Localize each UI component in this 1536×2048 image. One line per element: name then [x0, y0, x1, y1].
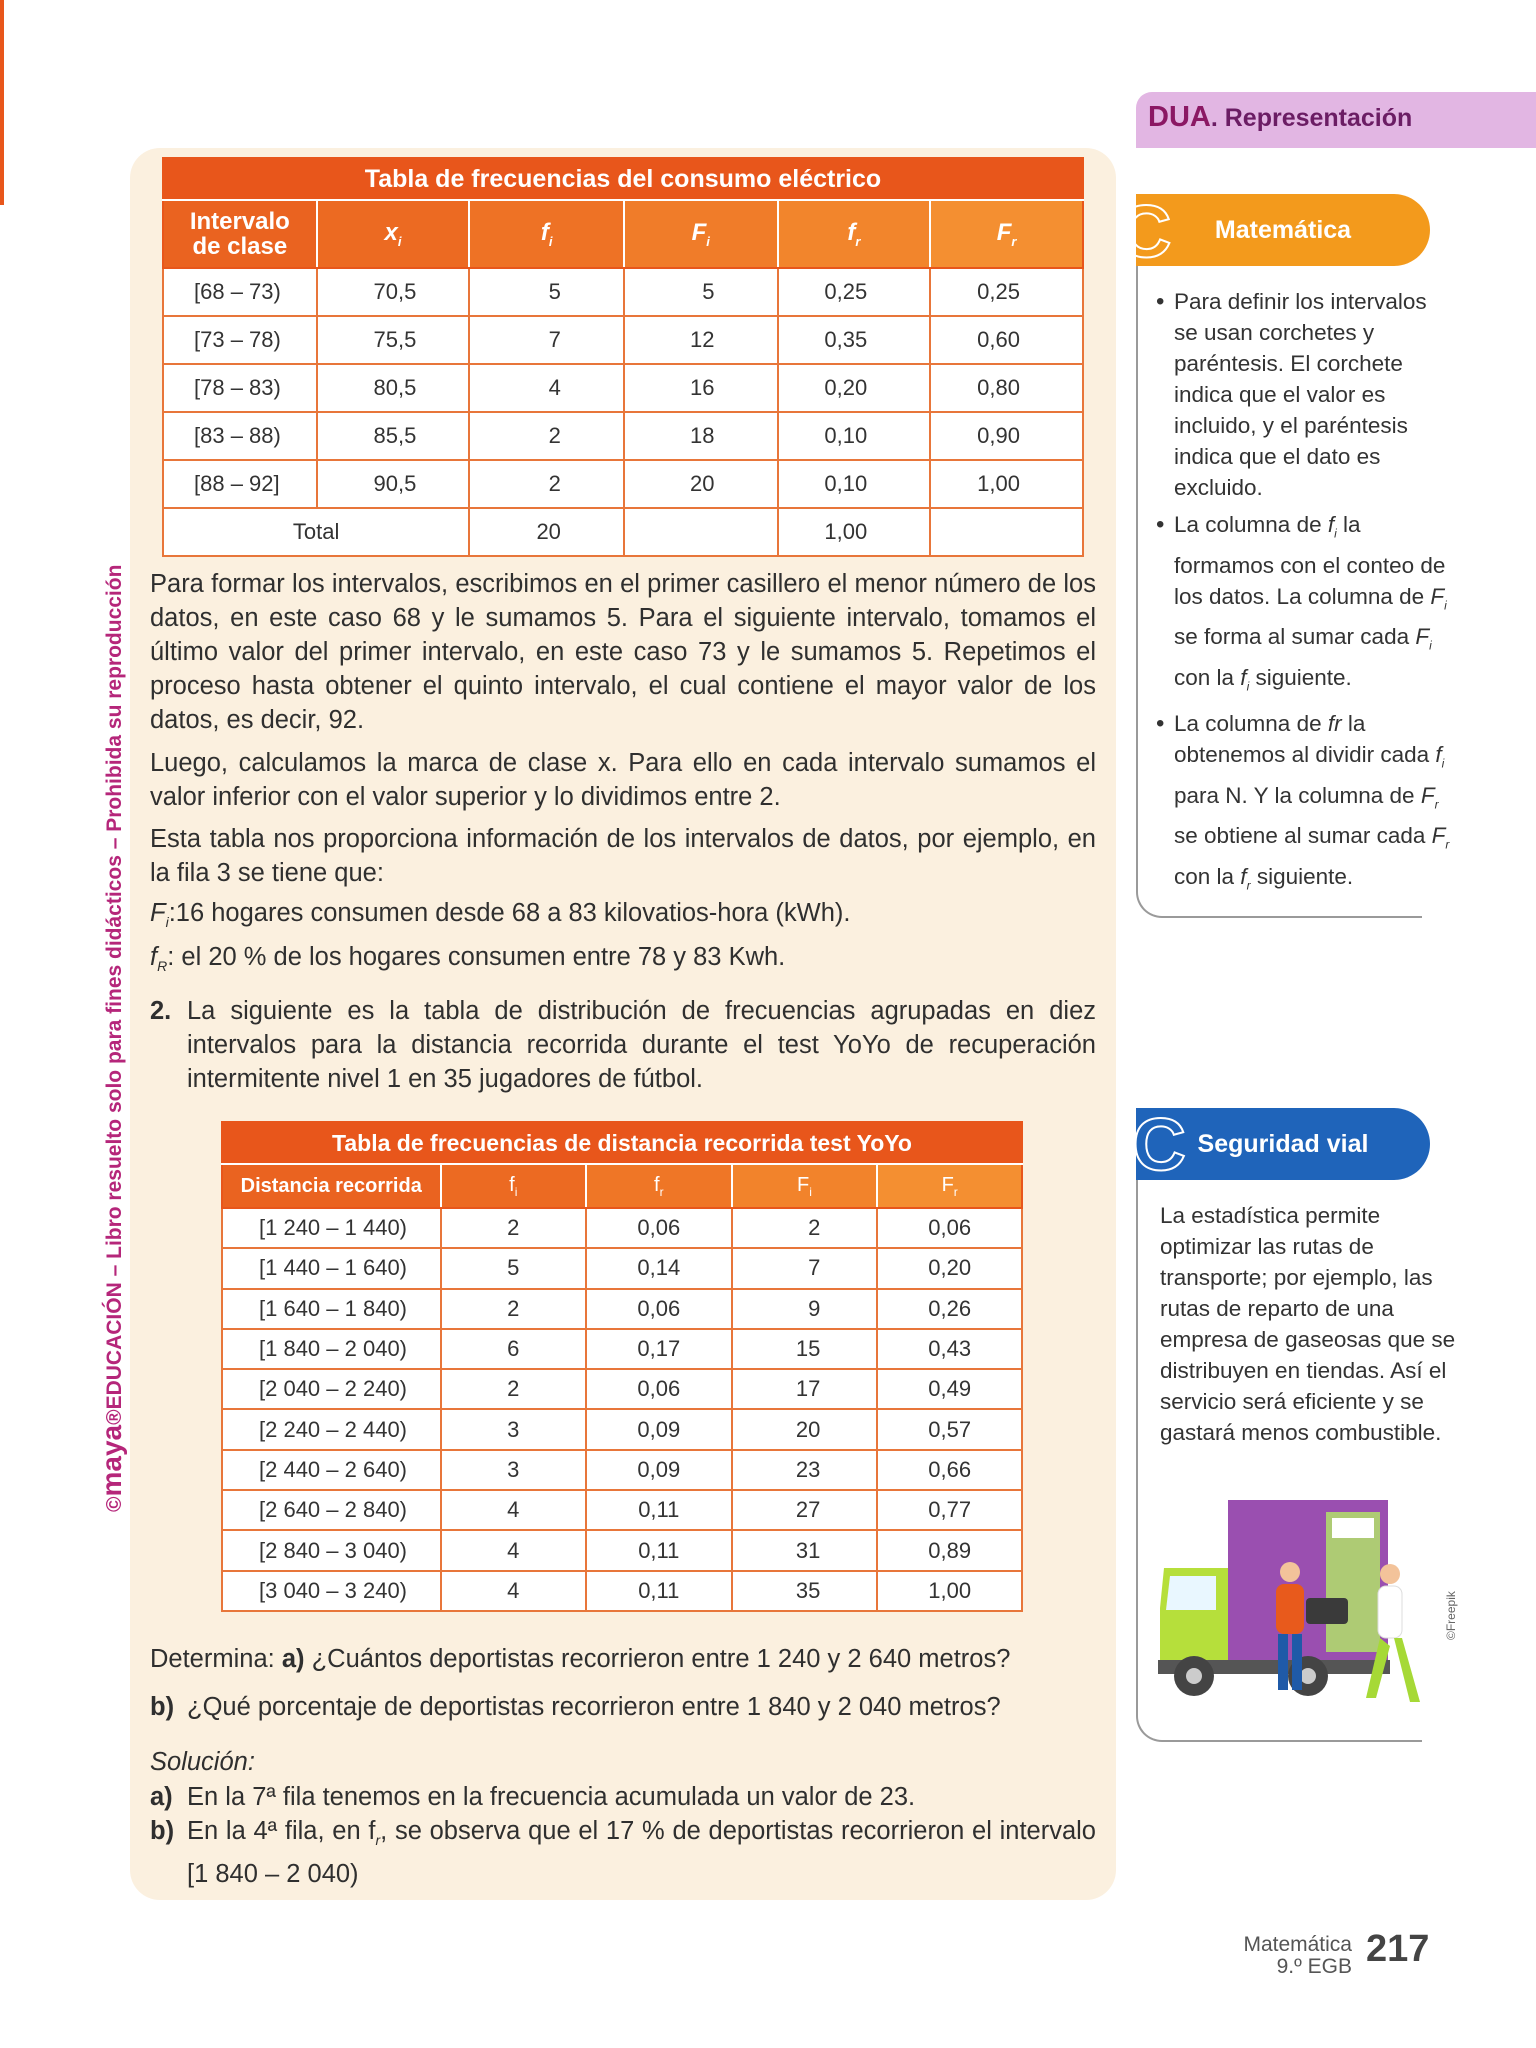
cell-fr: 0,17	[586, 1329, 732, 1369]
cell-fr: 0,20	[778, 364, 931, 412]
exercise-2	[150, 994, 1096, 1096]
math-competence-icon: C	[1118, 190, 1172, 273]
cell-interval: [73 – 78)	[163, 316, 317, 364]
cell-Fr: 0,49	[877, 1369, 1022, 1409]
cell-Fr: 0,60	[930, 316, 1083, 364]
cell-distance: [2 840 – 3 040)	[222, 1530, 441, 1570]
cell-fr: 0,14	[586, 1248, 732, 1288]
worker-head-1	[1280, 1562, 1300, 1582]
cell-interval: [78 – 83)	[163, 364, 317, 412]
cell-Fr: 0,80	[930, 364, 1083, 412]
total-F-empty	[624, 508, 778, 556]
solution-a-text: En la 7ª fila tenemos en la frecuencia acumulada un valor de 23.	[187, 1783, 916, 1811]
table-row	[163, 412, 1083, 460]
road-competence-icon: IC	[1112, 1103, 1186, 1186]
cell-fr: 0,11	[586, 1571, 732, 1611]
cell-F: 20	[624, 460, 778, 508]
cell-distance: [1 640 – 1 840)	[222, 1289, 441, 1329]
cell-f: 4	[441, 1490, 586, 1530]
table-row	[222, 1208, 1022, 1248]
cell-fr: 0,11	[586, 1530, 732, 1570]
table-row	[222, 1490, 1022, 1530]
delivery-truck-illustration	[1158, 1498, 1440, 1708]
cell-f: 2	[469, 412, 624, 460]
cell-F: 35	[732, 1571, 878, 1611]
solution-b-text: En la 4ª fila, en $f_r$, se observa que el 17 % de deportistas recorrieron el intervalo [1 840 – 2 040)	[187, 1817, 1096, 1889]
table-row	[163, 268, 1083, 316]
cell-fr: 0,09	[586, 1450, 732, 1490]
cell-fr: 0,11	[586, 1490, 732, 1530]
truck-window	[1166, 1576, 1216, 1610]
cell-distance: [2 440 – 2 640)	[222, 1450, 441, 1490]
total-label: Total	[163, 508, 469, 556]
cell-Fr: 0,90	[930, 412, 1083, 460]
cell-Fr: 0,25	[930, 268, 1083, 316]
dua-title: DUA. Representación	[1148, 101, 1413, 133]
cell-fr: 0,35	[778, 316, 931, 364]
cell-f: 4	[441, 1530, 586, 1570]
worker-leg-2b	[1394, 1638, 1420, 1702]
worker-body-1	[1276, 1584, 1304, 1634]
page-number: 217	[1366, 1928, 1430, 1970]
footer-subject-name: Matemática	[1243, 1933, 1352, 1956]
cell-distance: [1 440 – 1 640)	[222, 1248, 441, 1288]
cell-F: 2	[732, 1208, 878, 1248]
cell-interval: [83 – 88)	[163, 412, 317, 460]
cell-f: 4	[469, 364, 624, 412]
wheel-hub-rear	[1300, 1668, 1316, 1684]
table1-header-fr: $f_r$	[778, 200, 931, 268]
question-a-text: ¿Cuántos deportistas recorrieron entre 1 240 y 2 640 metros?	[311, 1645, 1011, 1673]
cell-x: 70,5	[317, 268, 470, 316]
cell-Fr: 0,89	[877, 1530, 1022, 1570]
cell-Fr: 1,00	[877, 1571, 1022, 1611]
table-row	[163, 460, 1083, 508]
cell-f: 2	[441, 1369, 586, 1409]
cell-fr: 0,06	[586, 1289, 732, 1329]
total-Fr-empty	[930, 508, 1083, 556]
list-item: • Para definir los intervalos se usan corchetes y paréntesis. El corchete indica que el valor es incluido, y el paréntesis indica que el dato es excluido.	[1156, 286, 1456, 503]
cell-distance: [3 040 – 3 240)	[222, 1571, 441, 1611]
cell-F: 17	[732, 1369, 878, 1409]
cell-f: 2	[469, 460, 624, 508]
cell-fr: 0,10	[778, 460, 931, 508]
table2-header-F: $F_i$	[732, 1164, 878, 1208]
table1-header-interval: Intervalo de clase	[163, 200, 317, 268]
cell-f: 5	[441, 1248, 586, 1288]
cell-f: 3	[441, 1409, 586, 1449]
worker-head-2	[1380, 1564, 1400, 1584]
footer-grade: 9.º EGB	[1276, 1955, 1352, 1978]
worker-body-2	[1378, 1586, 1402, 1638]
registered-symbol: ®	[103, 1409, 126, 1425]
paragraph-class-mark: Luego, calculamos la marca de clase x. Para ello en cada intervalo sumamos el valor inferior con el valor superior y lo dividimos entre 2.	[150, 749, 1096, 811]
paragraph-Fi-example: $F_i:16$ hogares consumen desde 68 a 83 kilovatios-hora (kWh).	[150, 899, 851, 931]
solution-a-label: a)	[150, 1783, 173, 1811]
cell-F: 5	[624, 268, 778, 316]
math-box-title: Matemática	[1214, 215, 1352, 244]
table2-header-distance: Distancia recorrida	[222, 1164, 441, 1208]
cell-distance: [1 840 – 2 040)	[222, 1329, 441, 1369]
table2-caption: Tabla de frecuencias de distancia recorrida test YoYo	[222, 1122, 1022, 1164]
table-row	[222, 1369, 1022, 1409]
list-item: • La columna de $f_i$ la formamos con el conteo de los datos. La columna de $F_i$ se forma al sumar cada $F_i$ con la $f_i$ siguiente.	[1156, 509, 1456, 702]
cell-F: 20	[732, 1409, 878, 1449]
solution-b-label: b)	[150, 1817, 175, 1845]
paragraph-fR-example: $f_R$: el 20 % de los hogares consumen entre 78 y 83 Kwh.	[150, 943, 786, 975]
cell-fr: 0,06	[586, 1369, 732, 1409]
table2-header-fr: $f_r$	[586, 1164, 732, 1208]
credit-text: EDUCACIÓN – Libro resuelto solo para fines didácticos – Prohibida su reproducción	[103, 564, 126, 1410]
solution-b	[150, 1814, 1096, 1891]
cell-fr: 0,06	[586, 1208, 732, 1248]
cell-interval: [88 – 92]	[163, 460, 317, 508]
table-row	[222, 1248, 1022, 1288]
table-row	[222, 1450, 1022, 1490]
list-item: • La columna de fr la obtenemos al dividir cada $f_i$ para N. Y la columna de $F_r$ se obtiene al sumar cada $F_r$ con la $f_r$ siguiente.	[1156, 708, 1456, 901]
brand-name: maya	[96, 1424, 127, 1497]
table2-header-Fr: $F_r$	[877, 1164, 1022, 1208]
cargo-box	[1332, 1518, 1374, 1538]
table1-header-F: $F_i$	[624, 200, 778, 268]
question-a-label: a)	[281, 1645, 305, 1673]
cell-Fr: 0,43	[877, 1329, 1022, 1369]
cell-F: 15	[732, 1329, 878, 1369]
cell-Fr: 0,66	[877, 1450, 1022, 1490]
cell-F: 16	[624, 364, 778, 412]
table1-header-f: $f_i$	[469, 200, 624, 268]
cell-F: 9	[732, 1289, 878, 1329]
cell-interval: [68 – 73)	[163, 268, 317, 316]
solution-title: Solución:	[150, 1748, 255, 1776]
cell-F: 31	[732, 1530, 878, 1570]
cell-Fr: 0,26	[877, 1289, 1022, 1329]
table-row	[222, 1530, 1022, 1570]
dua-header	[1136, 92, 1536, 148]
exercise-number: 2.	[150, 997, 172, 1025]
table-total-row	[163, 508, 1083, 556]
cell-f: 7	[469, 316, 624, 364]
total-fr: 1,00	[778, 508, 931, 556]
cell-distance: [1 240 – 1 440)	[222, 1208, 441, 1248]
paragraph-table-info: Esta tabla nos proporciona información de los intervalos de datos, por ejemplo, en la fila 3 se tiene que:	[150, 825, 1096, 887]
carried-crate	[1306, 1598, 1348, 1624]
cell-Fr: 0,20	[877, 1248, 1022, 1288]
cell-fr: 0,10	[778, 412, 931, 460]
table1-header-x: $x_i$	[317, 200, 470, 268]
cell-distance: [2 640 – 2 840)	[222, 1490, 441, 1530]
table-row	[163, 364, 1083, 412]
question-b-label: b)	[150, 1693, 175, 1721]
cell-Fr: 0,77	[877, 1490, 1022, 1530]
table-row	[222, 1409, 1022, 1449]
copyright-symbol: ©	[103, 1496, 126, 1512]
cell-fr: 0,25	[778, 268, 931, 316]
table-row	[222, 1571, 1022, 1611]
cell-F: 23	[732, 1450, 878, 1490]
table-row	[222, 1289, 1022, 1329]
yoyo-distance-table	[221, 1121, 1023, 1612]
question-b	[150, 1690, 1096, 1724]
cell-Fr: 0,06	[877, 1208, 1022, 1248]
footer-subject	[1210, 1934, 1352, 1978]
cell-f: 5	[469, 268, 624, 316]
cell-f: 6	[441, 1329, 586, 1369]
cell-distance: [2 240 – 2 440)	[222, 1409, 441, 1449]
cell-F: 7	[732, 1248, 878, 1288]
cell-x: 90,5	[317, 460, 470, 508]
worker-leg-1a	[1278, 1634, 1288, 1690]
cell-x: 85,5	[317, 412, 470, 460]
table-row	[163, 316, 1083, 364]
math-box-tab	[1136, 194, 1430, 266]
math-box-list	[1156, 286, 1456, 907]
cell-F: 27	[732, 1490, 878, 1530]
table-row	[222, 1329, 1022, 1369]
cell-x: 75,5	[317, 316, 470, 364]
cell-f: 3	[441, 1450, 586, 1490]
cell-f: 4	[441, 1571, 586, 1611]
worker-leg-1b	[1292, 1634, 1302, 1690]
cell-distance: [2 040 – 2 240)	[222, 1369, 441, 1409]
cell-F: 12	[624, 316, 778, 364]
question-b-text: ¿Qué porcentaje de deportistas recorrieron entre 1 840 y 2 040 metros?	[187, 1693, 1001, 1721]
cell-x: 80,5	[317, 364, 470, 412]
top-edge-line	[0, 0, 4, 205]
road-box-title: Seguridad vial	[1197, 1129, 1369, 1158]
cell-fr: 0,09	[586, 1409, 732, 1449]
cell-f: 2	[441, 1289, 586, 1329]
determine-label: Determina:	[150, 1645, 275, 1673]
table1-header-Fr: $F_r$	[930, 200, 1083, 268]
table1-caption: Tabla de frecuencias del consumo eléctrico	[163, 158, 1083, 200]
copyright-credit	[96, 565, 128, 1512]
cell-Fr: 0,57	[877, 1409, 1022, 1449]
paragraph-intervals: Para formar los intervalos, escribimos en el primer casillero el menor número de los datos, en este caso 68 y le sumamos 5. Para el siguiente intervalo, tomamos el último valor del primer intervalo, en este caso 73 y le sumamos 5. Repetimos el proceso hasta obtener el quinto intervalo, el cual contiene el mayor valor de los datos, es decir, 92.	[150, 570, 1096, 734]
table2-header-f: $f_i$	[441, 1164, 586, 1208]
cell-F: 18	[624, 412, 778, 460]
cell-f: 2	[441, 1208, 586, 1248]
solution-a	[150, 1780, 1096, 1814]
electric-consumption-table	[162, 157, 1084, 557]
question-a	[150, 1642, 1096, 1676]
image-credit: ©Freepik	[1444, 1591, 1458, 1640]
wheel-hub-front	[1186, 1668, 1202, 1684]
road-box-text: La estadística permite optimizar las rutas de transporte; por ejemplo, las rutas de reparto de una empresa de gaseosas que se distribuyen en tiendas. Así el servicio será eficiente y se gastará menos combustible.	[1160, 1203, 1456, 1445]
cell-Fr: 1,00	[930, 460, 1083, 508]
exercise-text: La siguiente es la tabla de distribución de frecuencias agrupadas en diez intervalos para la distancia recorrida durante el test YoYo de recuperación intermitente nivel 1 en 35 jugadores de fútbol.	[187, 997, 1096, 1093]
total-f: 20	[469, 508, 624, 556]
